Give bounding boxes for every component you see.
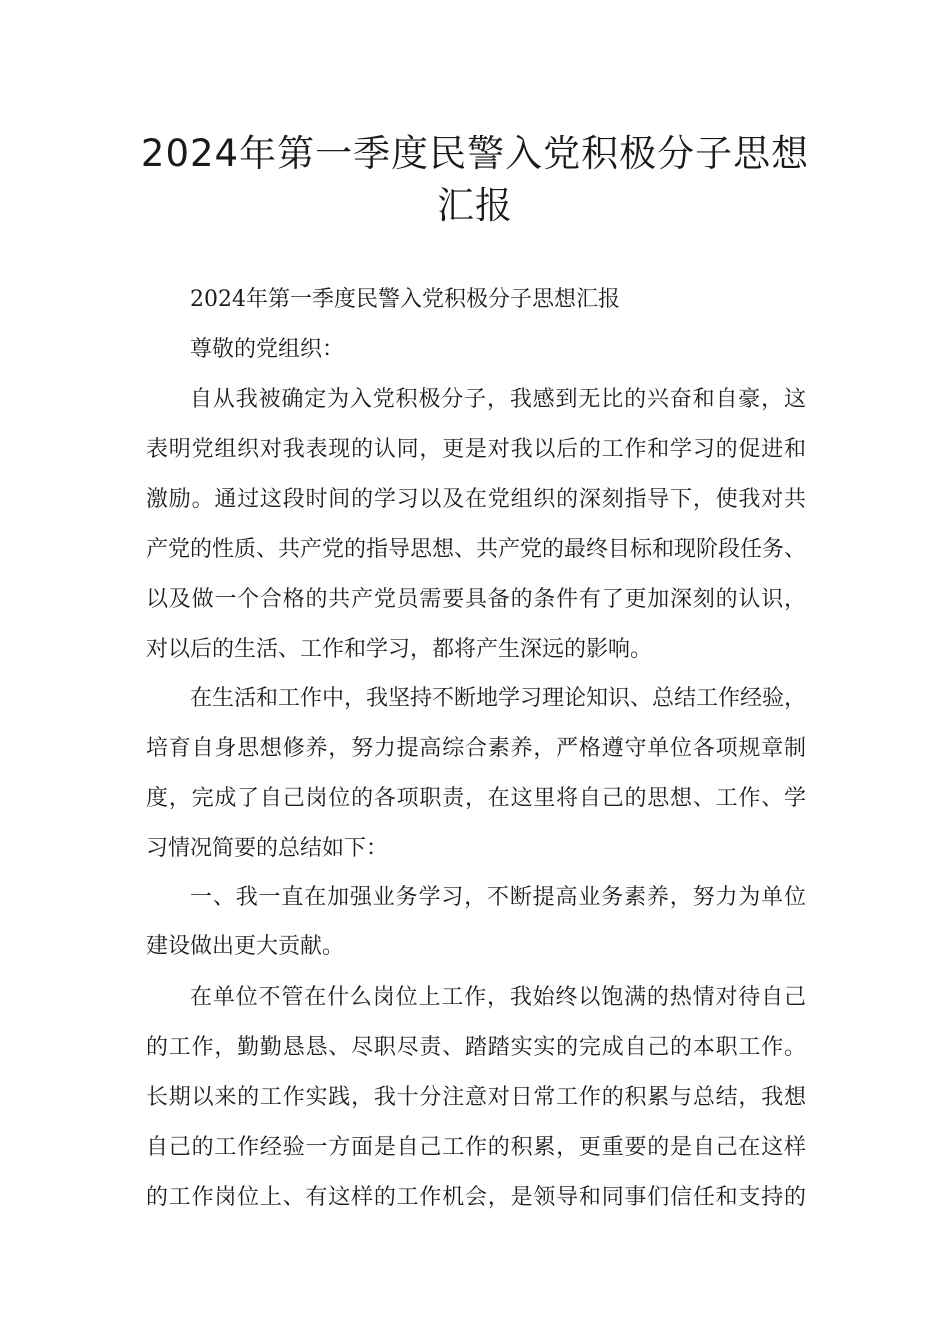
section-heading-line: 一、我一直在加强业务学习，不断提高业务素养，努力为单位 [190, 885, 806, 910]
body-line: 长期以来的工作实践，我十分注意对日常工作的积累与总结，我想 [146, 1085, 806, 1110]
section-heading-line: 建设做出更大贡献。 [146, 934, 345, 959]
subtitle-line: 2024年第一季度民警入党积极分子思想汇报 [190, 287, 620, 312]
body-line: 度，完成了自己岗位的各项职责，在这里将自己的思想、工作、学 [146, 786, 806, 811]
body-line: 的工作，勤勤恳恳、尽职尽责、踏踏实实的完成自己的本职工作。 [146, 1035, 806, 1060]
body-line: 激励。通过这段时间的学习以及在党组织的深刻指导下，使我对共 [146, 487, 806, 512]
body-line: 表明党组织对我表现的认同，更是对我以后的工作和学习的促进和 [146, 437, 806, 462]
body-line: 自从我被确定为入党积极分子，我感到无比的兴奋和自豪，这 [190, 387, 806, 412]
salutation-line: 尊敬的党组织： [190, 337, 345, 362]
body-line: 自己的工作经验一方面是自己工作的积累，更重要的是自己在这样 [146, 1135, 806, 1160]
body-line: 以及做一个合格的共产党员需要具备的条件有了更加深刻的认识， [146, 587, 806, 612]
body-line: 习情况简要的总结如下： [146, 836, 389, 861]
body-line: 产党的性质、共产党的指导思想、共产党的最终目标和现阶段任务、 [146, 537, 807, 562]
body-line: 在生活和工作中，我坚持不断地学习理论知识、总结工作经验， [190, 686, 807, 711]
body-line: 对以后的生活、工作和学习，都将产生深远的影响。 [146, 637, 653, 662]
body-line: 的工作岗位上、有这样的工作机会，是领导和同事们信任和支持的 [146, 1185, 806, 1210]
document-title-line-2: 汇报 [437, 184, 513, 227]
body-line: 在单位不管在什么岗位上工作，我始终以饱满的热情对待自己 [190, 985, 806, 1010]
document-title-line-1: 2024年第一季度民警入党积极分子思想 [140, 132, 810, 175]
body-line: 培育自身思想修养，努力提高综合素养，严格遵守单位各项规章制 [146, 736, 806, 761]
